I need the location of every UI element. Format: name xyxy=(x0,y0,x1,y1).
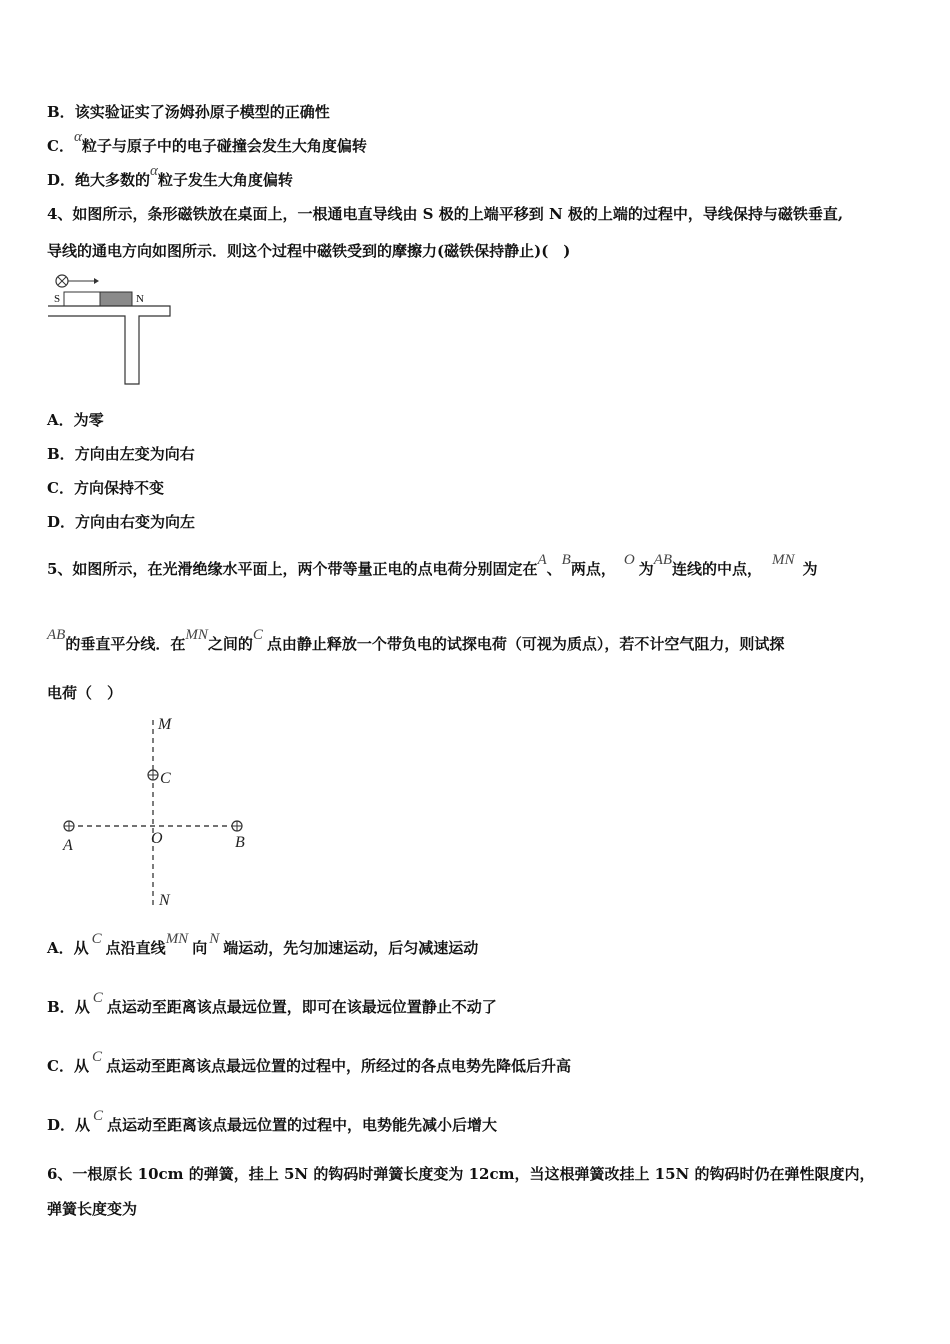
symbol-mn: MN xyxy=(165,931,189,947)
symbol-o: O xyxy=(623,552,635,568)
symbol-a: A xyxy=(537,552,547,568)
symbol-c: C xyxy=(252,627,263,643)
q5-charge-figure xyxy=(55,712,265,914)
q5-option-c: C．从 C 点运动至距离该点最远位置的过程中，所经过的各点电势先降低后升高 xyxy=(47,1049,571,1075)
q4-stem-line-1: 4、如图所示，条形磁铁放在桌面上，一根通电直导线由 S 极的上端平移到 N 极的上端的过程中，导线保持与磁铁垂直, xyxy=(47,205,844,223)
q6-stem-line-2: 弹簧长度变为 xyxy=(47,1200,138,1218)
magnet-n-half xyxy=(100,292,132,306)
q5-stem-line-3: 电荷（ ） xyxy=(47,684,123,702)
q5-stem-line-2: AB的垂直平分线．在MN之间的C 点由静止释放一个带负电的试探电荷（可视为质点），若不计空气阻力，则试探 xyxy=(47,627,785,653)
q5-option-b: B．从 C 点运动至距离该点最远位置，即可在该最远位置静止不动了 xyxy=(47,990,497,1016)
symbol-mn: MN xyxy=(185,627,208,643)
symbol-c: C xyxy=(91,1049,102,1065)
alpha-symbol: α xyxy=(150,163,158,179)
pole-n-label: N xyxy=(136,293,144,305)
symbol-ab: AB xyxy=(653,552,673,568)
alpha-symbol: α xyxy=(73,129,82,145)
label-m: M xyxy=(158,716,172,733)
label-c: C xyxy=(160,770,171,787)
symbol-ab: AB xyxy=(47,627,66,643)
symbol-n: N xyxy=(209,931,220,947)
label-n: N xyxy=(159,892,170,909)
q3-option-b: B．该实验证实了汤姆孙原子模型的正确性 xyxy=(47,103,330,121)
symbol-c: C xyxy=(92,990,103,1006)
charge-a-icon xyxy=(64,821,74,831)
q5-stem-line-1: 5、如图所示，在光滑绝缘水平面上，两个带等量正电的点电荷分别固定在A、B两点， O 为AB连线的中点， MN 为 xyxy=(47,552,818,578)
pole-s-label: S xyxy=(54,293,61,305)
label-a: A xyxy=(63,837,73,854)
q4-magnet-figure xyxy=(44,270,179,390)
q5-option-a: A．从 C 点沿直线MN 向 N 端运动，先匀加速运动，后匀减速运动 xyxy=(47,931,479,957)
symbol-c: C xyxy=(91,931,102,947)
q4-option-a: A．为零 xyxy=(47,411,104,429)
magnet-s-half xyxy=(64,292,100,306)
q5-option-d: D．从 C 点运动至距离该点最远位置的过程中，电势能先减小后增大 xyxy=(47,1108,498,1134)
label-o: O xyxy=(151,830,163,847)
q6-stem-line-1: 6、一根原长 10cm 的弹簧，挂上 5N 的钩码时弹簧长度变为 12cm，当这根弹簧改挂上 15N 的钩码时仍在弹性限度内， xyxy=(47,1165,875,1183)
symbol-c: C xyxy=(93,1108,104,1124)
q3-option-d: D．绝大多数的α粒子发生大角度偏转 xyxy=(47,163,293,189)
table-outline xyxy=(48,306,170,384)
q4-option-c: C．方向保持不变 xyxy=(47,479,164,497)
q4-option-d: D．方向由右变为向左 xyxy=(47,513,196,531)
q3-option-c: C．α粒子与原子中的电子碰撞会发生大角度偏转 xyxy=(47,129,367,155)
q4-option-b: B．方向由左变为向右 xyxy=(47,445,195,463)
symbol-b: B xyxy=(561,552,571,568)
symbol-mn: MN xyxy=(772,552,795,568)
charge-b-icon xyxy=(232,821,242,831)
charge-c-icon xyxy=(148,770,158,780)
label-b: B xyxy=(235,834,245,851)
q4-stem-line-2: 导线的通电方向如图所示．则这个过程中磁铁受到的摩擦力(磁铁保持静止)( ) xyxy=(47,242,571,260)
